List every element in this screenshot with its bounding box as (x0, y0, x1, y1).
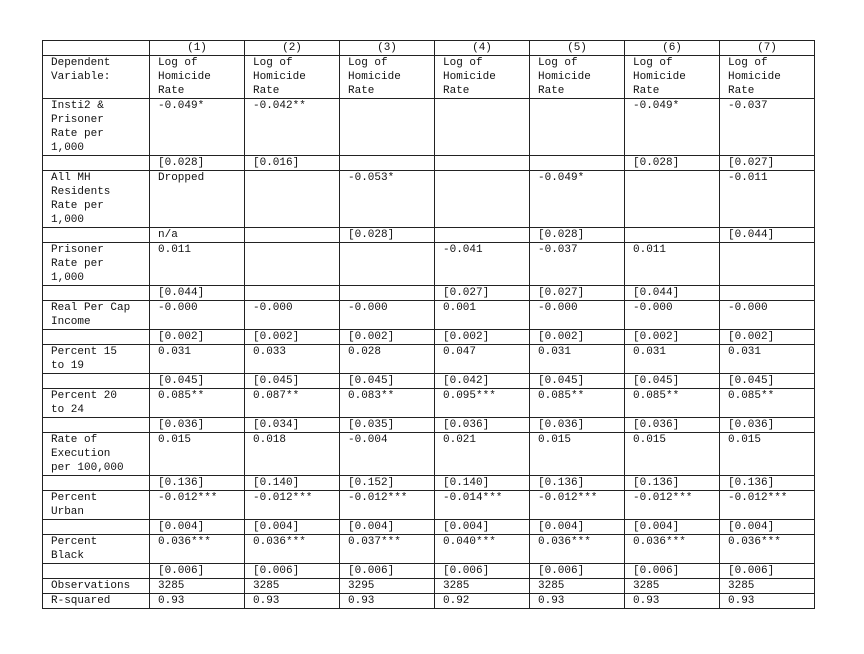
standard-error-cell: [0.006] (530, 564, 625, 579)
footer-row (43, 594, 815, 609)
standard-error-cell (245, 286, 340, 301)
column-number: (5) (530, 41, 625, 56)
standard-error-label-cell (43, 418, 150, 433)
coefficient-cell: -0.012*** (340, 491, 435, 520)
standard-error-cell: [0.027] (435, 286, 530, 301)
standard-error-cell (530, 156, 625, 171)
dependent-variable-cell: Log of Homicide Rate (720, 56, 815, 99)
coefficient-cell: -0.037 (720, 99, 815, 156)
standard-error-cell (340, 286, 435, 301)
coefficient-cell: 0.047 (435, 345, 530, 374)
footer-value: 0.93 (245, 594, 340, 609)
footer-label: Observations (43, 579, 150, 594)
coefficient-cell: -0.012*** (720, 491, 815, 520)
footer-value: 3285 (530, 579, 625, 594)
standard-error-cell: [0.002] (150, 330, 245, 345)
coefficient-cell: 0.036*** (720, 535, 815, 564)
standard-error-cell: [0.004] (530, 520, 625, 535)
dependent-variable-cell: Log of Homicide Rate (340, 56, 435, 99)
footer-value: 0.93 (530, 594, 625, 609)
coefficient-cell: -0.037 (530, 243, 625, 286)
footer-value: 0.93 (720, 594, 815, 609)
standard-error-cell (720, 286, 815, 301)
standard-error-cell: [0.045] (530, 374, 625, 389)
variable-label: Insti2 & Prisoner Rate per 1,000 (43, 99, 150, 156)
coefficient-cell: 0.015 (150, 433, 245, 476)
footer-value: 3295 (340, 579, 435, 594)
footer-value: 3285 (720, 579, 815, 594)
coefficient-cell (245, 171, 340, 228)
standard-error-label-cell (43, 330, 150, 345)
footer-value: 3285 (245, 579, 340, 594)
coefficient-cell (245, 243, 340, 286)
coefficient-cell: -0.041 (435, 243, 530, 286)
standard-error-cell: [0.028] (340, 228, 435, 243)
standard-error-cell: [0.004] (435, 520, 530, 535)
standard-error-cell: [0.006] (720, 564, 815, 579)
coefficient-cell: -0.012*** (150, 491, 245, 520)
coefficient-cell (625, 171, 720, 228)
coefficient-cell: -0.042** (245, 99, 340, 156)
standard-error-label-cell (43, 228, 150, 243)
coefficient-cell: -0.049* (530, 171, 625, 228)
coefficient-cell: 0.095*** (435, 389, 530, 418)
footer-value: 3285 (625, 579, 720, 594)
coefficient-row (43, 389, 815, 418)
standard-error-cell: [0.006] (340, 564, 435, 579)
coefficient-cell: 0.085** (150, 389, 245, 418)
standard-error-cell (625, 228, 720, 243)
coefficient-cell: 0.087** (245, 389, 340, 418)
standard-error-row (43, 156, 815, 171)
standard-error-cell: [0.140] (435, 476, 530, 491)
standard-error-cell: [0.028] (530, 228, 625, 243)
standard-error-cell: [0.002] (340, 330, 435, 345)
dependent-variable-row (43, 56, 815, 99)
standard-error-row (43, 476, 815, 491)
standard-error-cell: [0.044] (625, 286, 720, 301)
standard-error-label-cell (43, 156, 150, 171)
coefficient-cell: 0.001 (435, 301, 530, 330)
footer-row (43, 579, 815, 594)
standard-error-cell: [0.004] (720, 520, 815, 535)
coefficient-cell: -0.049* (150, 99, 245, 156)
coefficient-cell (340, 99, 435, 156)
standard-error-label-cell (43, 564, 150, 579)
variable-label: Percent Urban (43, 491, 150, 520)
standard-error-cell: [0.036] (435, 418, 530, 433)
coefficient-cell (340, 243, 435, 286)
standard-error-cell: [0.136] (625, 476, 720, 491)
coefficient-cell: 0.033 (245, 345, 340, 374)
coefficient-row (43, 345, 815, 374)
coefficient-cell: 0.021 (435, 433, 530, 476)
standard-error-cell: n/a (150, 228, 245, 243)
standard-error-cell: [0.045] (625, 374, 720, 389)
coefficient-cell: -0.000 (625, 301, 720, 330)
coefficient-cell: 0.031 (530, 345, 625, 374)
standard-error-label-cell (43, 374, 150, 389)
standard-error-cell: [0.045] (150, 374, 245, 389)
coefficient-cell: 0.085** (530, 389, 625, 418)
header-corner-cell (43, 41, 150, 56)
standard-error-cell (435, 228, 530, 243)
dependent-variable-cell: Log of Homicide Rate (245, 56, 340, 99)
standard-error-cell (340, 156, 435, 171)
coefficient-cell: 0.085** (625, 389, 720, 418)
standard-error-cell: [0.036] (625, 418, 720, 433)
coefficient-row (43, 491, 815, 520)
coefficient-cell (435, 99, 530, 156)
coefficient-cell: 0.031 (150, 345, 245, 374)
standard-error-cell: [0.006] (245, 564, 340, 579)
standard-error-cell: [0.006] (625, 564, 720, 579)
coefficient-cell (435, 171, 530, 228)
coefficient-cell: -0.000 (150, 301, 245, 330)
variable-label: Percent Black (43, 535, 150, 564)
coefficient-cell: 0.037*** (340, 535, 435, 564)
coefficient-cell: -0.004 (340, 433, 435, 476)
standard-error-cell: [0.002] (625, 330, 720, 345)
standard-error-cell: [0.027] (720, 156, 815, 171)
standard-error-cell: [0.004] (340, 520, 435, 535)
standard-error-cell: [0.002] (530, 330, 625, 345)
standard-error-cell: [0.002] (720, 330, 815, 345)
column-number: (4) (435, 41, 530, 56)
standard-error-cell: [0.042] (435, 374, 530, 389)
coefficient-cell (720, 243, 815, 286)
standard-error-cell: [0.136] (720, 476, 815, 491)
coefficient-cell: -0.012*** (625, 491, 720, 520)
column-number: (6) (625, 41, 720, 56)
standard-error-label-cell (43, 520, 150, 535)
standard-error-row (43, 418, 815, 433)
standard-error-cell: [0.002] (435, 330, 530, 345)
coefficient-cell: 0.011 (625, 243, 720, 286)
standard-error-row (43, 286, 815, 301)
dependent-variable-cell: Log of Homicide Rate (150, 56, 245, 99)
coefficient-cell: 0.083** (340, 389, 435, 418)
standard-error-row (43, 228, 815, 243)
coefficient-cell: 0.028 (340, 345, 435, 374)
coefficient-cell: Dropped (150, 171, 245, 228)
coefficient-cell: -0.012*** (530, 491, 625, 520)
standard-error-cell: [0.136] (150, 476, 245, 491)
variable-label: Percent 20 to 24 (43, 389, 150, 418)
variable-label: Percent 15 to 19 (43, 345, 150, 374)
coefficient-row (43, 535, 815, 564)
standard-error-cell: [0.004] (150, 520, 245, 535)
dependent-variable-cell: Log of Homicide Rate (435, 56, 530, 99)
footer-label: R-squared (43, 594, 150, 609)
dependent-variable-cell: Log of Homicide Rate (530, 56, 625, 99)
column-number: (1) (150, 41, 245, 56)
footer-value: 0.93 (625, 594, 720, 609)
coefficient-cell: -0.000 (720, 301, 815, 330)
footer-value: 3285 (435, 579, 530, 594)
standard-error-cell: [0.035] (340, 418, 435, 433)
standard-error-label-cell (43, 476, 150, 491)
standard-error-cell: [0.045] (340, 374, 435, 389)
standard-error-cell: [0.036] (150, 418, 245, 433)
column-number: (2) (245, 41, 340, 56)
coefficient-cell: 0.040*** (435, 535, 530, 564)
column-number: (3) (340, 41, 435, 56)
coefficient-cell: 0.085** (720, 389, 815, 418)
variable-label: Real Per Cap Income (43, 301, 150, 330)
standard-error-cell: [0.036] (720, 418, 815, 433)
standard-error-cell: [0.016] (245, 156, 340, 171)
standard-error-row (43, 564, 815, 579)
standard-error-row (43, 520, 815, 535)
coefficient-row (43, 171, 815, 228)
standard-error-cell: [0.028] (150, 156, 245, 171)
standard-error-cell: [0.045] (720, 374, 815, 389)
coefficient-cell: -0.000 (245, 301, 340, 330)
standard-error-row (43, 330, 815, 345)
dependent-variable-cell: Log of Homicide Rate (625, 56, 720, 99)
standard-error-cell: [0.028] (625, 156, 720, 171)
footer-value: 3285 (150, 579, 245, 594)
coefficient-cell: 0.015 (625, 433, 720, 476)
standard-error-cell: [0.036] (530, 418, 625, 433)
coefficient-cell: 0.036*** (245, 535, 340, 564)
coefficient-cell: 0.018 (245, 433, 340, 476)
coefficient-cell: 0.031 (625, 345, 720, 374)
coefficient-cell: 0.015 (720, 433, 815, 476)
variable-label: Rate of Execution per 100,000 (43, 433, 150, 476)
standard-error-cell: [0.027] (530, 286, 625, 301)
coefficient-cell: -0.000 (340, 301, 435, 330)
coefficient-cell: 0.011 (150, 243, 245, 286)
coefficient-cell: -0.014*** (435, 491, 530, 520)
coefficient-cell: -0.000 (530, 301, 625, 330)
regression-table-body (43, 41, 815, 609)
standard-error-cell: [0.004] (625, 520, 720, 535)
footer-value: 0.93 (150, 594, 245, 609)
coefficient-cell: -0.011 (720, 171, 815, 228)
coefficient-cell: 0.036*** (530, 535, 625, 564)
regression-table (42, 40, 815, 609)
coefficient-cell: 0.015 (530, 433, 625, 476)
coefficient-cell: -0.049* (625, 99, 720, 156)
coefficient-row (43, 243, 815, 286)
column-number-row (43, 41, 815, 56)
footer-value: 0.93 (340, 594, 435, 609)
standard-error-cell: [0.044] (150, 286, 245, 301)
standard-error-cell: [0.002] (245, 330, 340, 345)
standard-error-cell: [0.006] (150, 564, 245, 579)
coefficient-row (43, 301, 815, 330)
column-number: (7) (720, 41, 815, 56)
standard-error-cell: [0.152] (340, 476, 435, 491)
variable-label: Prisoner Rate per 1,000 (43, 243, 150, 286)
coefficient-cell: 0.036*** (625, 535, 720, 564)
standard-error-cell: [0.136] (530, 476, 625, 491)
standard-error-cell: [0.006] (435, 564, 530, 579)
standard-error-label-cell (43, 286, 150, 301)
standard-error-cell: [0.034] (245, 418, 340, 433)
coefficient-cell: 0.036*** (150, 535, 245, 564)
variable-label: All MH Residents Rate per 1,000 (43, 171, 150, 228)
coefficient-cell (530, 99, 625, 156)
standard-error-cell: [0.045] (245, 374, 340, 389)
coefficient-row (43, 433, 815, 476)
standard-error-cell (245, 228, 340, 243)
standard-error-cell (435, 156, 530, 171)
standard-error-cell: [0.004] (245, 520, 340, 535)
coefficient-cell: -0.012*** (245, 491, 340, 520)
coefficient-row (43, 99, 815, 156)
footer-value: 0.92 (435, 594, 530, 609)
standard-error-cell: [0.140] (245, 476, 340, 491)
coefficient-cell: 0.031 (720, 345, 815, 374)
coefficient-cell: -0.053* (340, 171, 435, 228)
dependent-variable-label: Dependent Variable: (43, 56, 150, 99)
standard-error-row (43, 374, 815, 389)
standard-error-cell: [0.044] (720, 228, 815, 243)
